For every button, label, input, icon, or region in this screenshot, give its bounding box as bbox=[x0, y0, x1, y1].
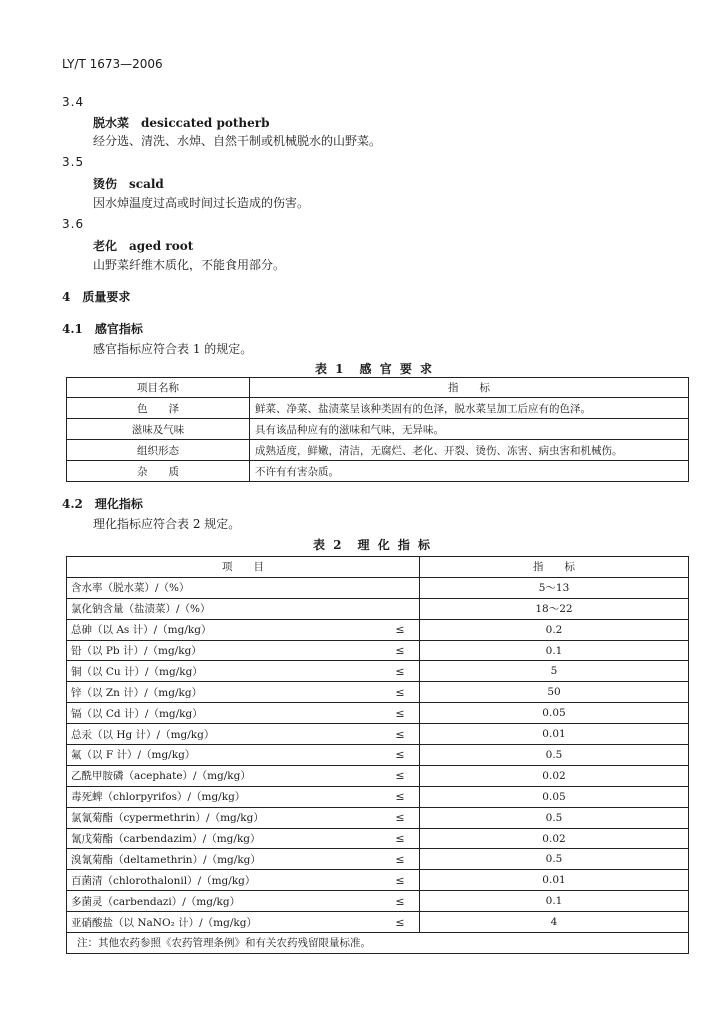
term-title: 老化 aged root bbox=[93, 239, 194, 253]
table-value-cell: 0.05 bbox=[420, 786, 689, 807]
table-value-cell: 0.01 bbox=[420, 870, 689, 891]
table-value-cell: 0.01 bbox=[420, 724, 689, 745]
table-row bbox=[67, 682, 689, 703]
physicochemical-table bbox=[66, 556, 689, 954]
table-header-cell: 项目名称 bbox=[67, 378, 250, 398]
term-title: 脱水菜 desiccated potherb bbox=[93, 116, 270, 130]
clause-number: 3.4 bbox=[62, 95, 85, 109]
table-row bbox=[67, 598, 689, 619]
table-row bbox=[67, 661, 689, 682]
clause-number: 3.5 bbox=[62, 155, 85, 169]
table-cell: 杂 质 bbox=[67, 461, 250, 482]
table-cell: 不许有有害杂质。 bbox=[250, 461, 689, 482]
table-row bbox=[67, 640, 689, 661]
table-operator-cell: ≤ bbox=[381, 891, 420, 912]
table-operator-cell: ≤ bbox=[381, 640, 420, 661]
table-row bbox=[67, 807, 689, 828]
table-row bbox=[67, 745, 689, 766]
table-item-cell: 毒死蜱（chlorpyrifos）/（mg/kg） bbox=[67, 786, 382, 807]
term-definition: 因水焯温度过高或时间过长造成的伤害。 bbox=[93, 196, 310, 210]
table-cell: 滋味及气味 bbox=[67, 419, 250, 440]
table-item-cell: 镉（以 Cd 计）/（mg/kg） bbox=[67, 703, 382, 724]
table-item-cell: 乙酰甲胺磷（acephate）/（mg/kg） bbox=[67, 765, 382, 786]
section-heading: 4 质量要求 bbox=[62, 290, 131, 304]
table-operator-cell: ≤ bbox=[381, 912, 420, 933]
table-header-cell: 指 标 bbox=[250, 378, 689, 398]
table-value-cell: 0.05 bbox=[420, 703, 689, 724]
table-item-cell: 百菌清（chlorothalonil）/（mg/kg） bbox=[67, 870, 382, 891]
table-item-cell: 含水率（脱水菜）/（%） bbox=[67, 577, 382, 598]
table2-caption: 表 2 理 化 指 标 bbox=[313, 538, 433, 552]
table-value-cell: 4 bbox=[420, 912, 689, 933]
table-operator-cell bbox=[381, 577, 420, 598]
table-row bbox=[67, 577, 689, 598]
table-operator-cell: ≤ bbox=[381, 828, 420, 849]
table-row bbox=[67, 440, 689, 461]
clause-number: 3.6 bbox=[62, 217, 85, 231]
table-item-cell: 溴氰菊酯（deltamethrin）/（mg/kg） bbox=[67, 849, 382, 870]
table-item-cell: 多菌灵（carbendazi）/（mg/kg） bbox=[67, 891, 382, 912]
table-cell: 成熟适度，鲜嫩，清洁，无腐烂、老化、开裂、烫伤、冻害、病虫害和机械伤。 bbox=[250, 440, 689, 461]
table-header-cell: 指 标 bbox=[420, 557, 689, 578]
standard-code-header: LY/T 1673—2006 bbox=[62, 57, 163, 71]
table-value-cell: 18～22 bbox=[420, 598, 689, 619]
table-item-cell: 氟（以 F 计）/（mg/kg） bbox=[67, 745, 382, 766]
table-operator-cell: ≤ bbox=[381, 703, 420, 724]
table-header-row bbox=[67, 378, 689, 398]
table-note-row bbox=[67, 933, 689, 954]
table-value-cell: 5～13 bbox=[420, 577, 689, 598]
table-value-cell: 0.02 bbox=[420, 765, 689, 786]
table-cell: 具有该品种应有的滋味和气味，无异味。 bbox=[250, 419, 689, 440]
table-row bbox=[67, 828, 689, 849]
subsection-text: 感官指标应符合表 1 的规定。 bbox=[93, 342, 253, 356]
table-operator-cell: ≤ bbox=[381, 765, 420, 786]
table-item-cell: 总汞（以 Hg 计）/（mg/kg） bbox=[67, 724, 382, 745]
table-item-cell: 氯化钠含量（盐渍菜）/（%） bbox=[67, 598, 382, 619]
subsection-heading: 4.1 感官指标 bbox=[62, 322, 143, 336]
table-value-cell: 0.1 bbox=[420, 891, 689, 912]
table-operator-cell: ≤ bbox=[381, 619, 420, 640]
table-item-cell: 亚硝酸盐（以 NaNO₂ 计）/（mg/kg） bbox=[67, 912, 382, 933]
table-operator-cell bbox=[381, 598, 420, 619]
term-title: 烫伤 scald bbox=[93, 177, 164, 191]
table-row bbox=[67, 765, 689, 786]
table-value-cell: 0.1 bbox=[420, 640, 689, 661]
table-row bbox=[67, 870, 689, 891]
table1-caption: 表 1 感 官 要 求 bbox=[315, 362, 435, 376]
table-item-cell: 锌（以 Zn 计）/（mg/kg） bbox=[67, 682, 382, 703]
table-row bbox=[67, 419, 689, 440]
subsection-heading: 4.2 理化指标 bbox=[62, 497, 143, 511]
table-operator-cell: ≤ bbox=[381, 682, 420, 703]
sensory-requirements-table bbox=[66, 377, 689, 482]
table-value-cell: 0.2 bbox=[420, 619, 689, 640]
term-definition: 经分选、清洗、水焯、自然干制或机械脱水的山野菜。 bbox=[93, 134, 382, 148]
table-row bbox=[67, 849, 689, 870]
table-value-cell: 0.5 bbox=[420, 807, 689, 828]
table-cell: 组织形态 bbox=[67, 440, 250, 461]
table-cell: 鲜菜、净菜、盐渍菜呈该种类固有的色泽，脱水菜呈加工后应有的色泽。 bbox=[250, 398, 689, 419]
table-operator-cell: ≤ bbox=[381, 661, 420, 682]
table-note: 注：其他农药参照《农药管理条例》和有关农药残留限量标准。 bbox=[67, 933, 689, 954]
table-operator-cell: ≤ bbox=[381, 870, 420, 891]
table-value-cell: 50 bbox=[420, 682, 689, 703]
subsection-text: 理化指标应符合表 2 规定。 bbox=[93, 517, 241, 531]
table-row bbox=[67, 912, 689, 933]
table-cell: 色 泽 bbox=[67, 398, 250, 419]
table-row bbox=[67, 703, 689, 724]
table-operator-cell: ≤ bbox=[381, 807, 420, 828]
table-header-row bbox=[67, 557, 689, 578]
table-value-cell: 5 bbox=[420, 661, 689, 682]
table-value-cell: 0.02 bbox=[420, 828, 689, 849]
table-item-cell: 氰戊菊酯（carbendazim）/（mg/kg） bbox=[67, 828, 382, 849]
table-value-cell: 0.5 bbox=[420, 849, 689, 870]
table-item-cell: 铅（以 Pb 计）/（mg/kg） bbox=[67, 640, 382, 661]
table-operator-cell: ≤ bbox=[381, 724, 420, 745]
term-definition: 山野菜纤维木质化，不能食用部分。 bbox=[93, 258, 286, 272]
table-header-cell: 项 目 bbox=[67, 557, 420, 578]
table-row bbox=[67, 891, 689, 912]
table-item-cell: 总砷（以 As 计）/（mg/kg） bbox=[67, 619, 382, 640]
table-row bbox=[67, 461, 689, 482]
table-row bbox=[67, 786, 689, 807]
table-item-cell: 氯氰菊酯（cypermethrin）/（mg/kg） bbox=[67, 807, 382, 828]
table-row bbox=[67, 724, 689, 745]
table-row bbox=[67, 619, 689, 640]
table-value-cell: 0.5 bbox=[420, 745, 689, 766]
table-operator-cell: ≤ bbox=[381, 745, 420, 766]
table-operator-cell: ≤ bbox=[381, 786, 420, 807]
table-row bbox=[67, 398, 689, 419]
table-operator-cell: ≤ bbox=[381, 849, 420, 870]
table-item-cell: 铜（以 Cu 计）/（mg/kg） bbox=[67, 661, 382, 682]
